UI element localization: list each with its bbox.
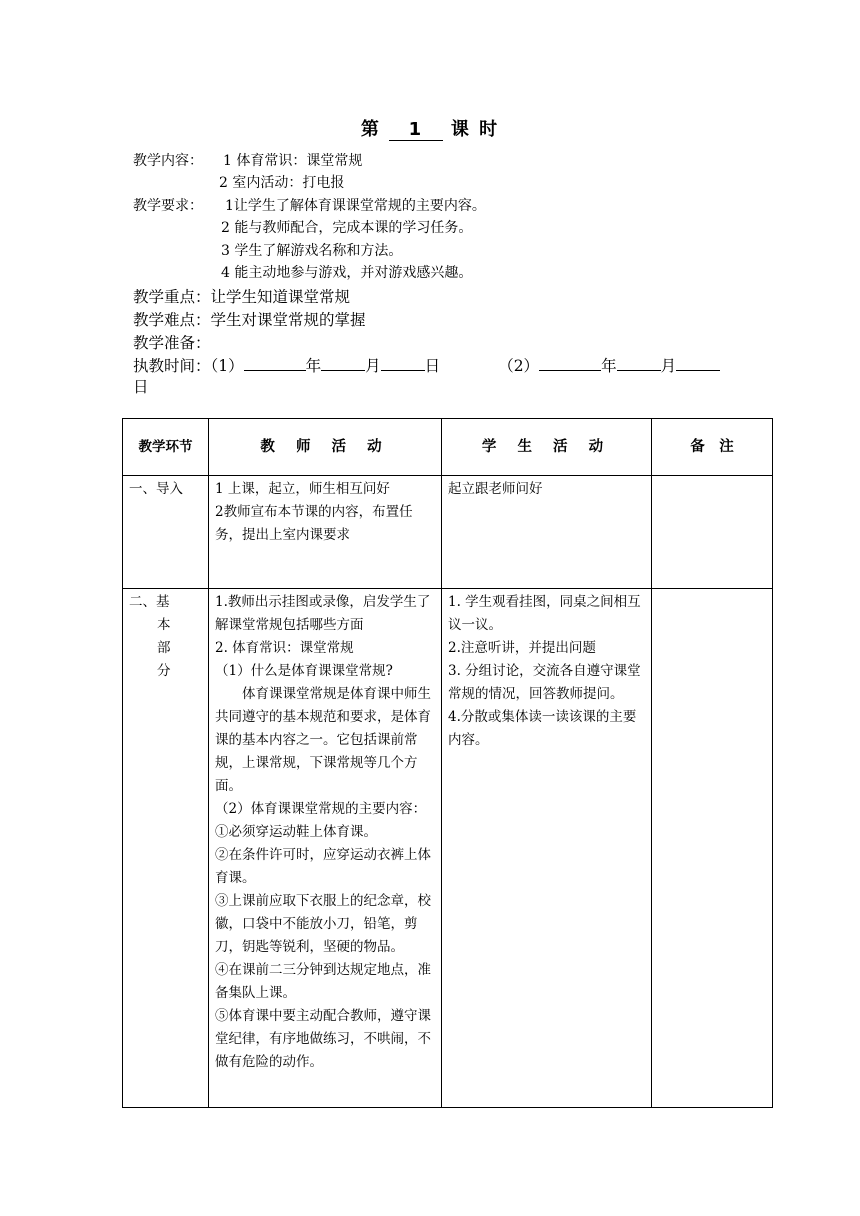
time-2-day-blank[interactable] [676, 354, 720, 371]
student-cell-main [442, 589, 652, 1108]
stage-main-line: 部 [157, 640, 171, 656]
time-row [133, 354, 720, 377]
stage-main-line: 二、基 [129, 594, 170, 610]
header-teacher: 教 师 活 动 [209, 419, 442, 476]
student-main-line: 4.分散或集体读一读该课的主要内容。 [448, 709, 637, 748]
header-stage: 教学环节 [123, 419, 209, 476]
table-header-row [123, 419, 773, 476]
time-1-year-blank[interactable] [244, 354, 306, 371]
requirements-row-1 [133, 195, 486, 217]
time-1-month-blank[interactable] [321, 354, 365, 371]
requirement-item-3: 3 学生了解游戏名称和方法。 [221, 243, 403, 259]
teacher-main-line: 1.教师出示挂图或录像，启发学生了解课堂常规包括哪些方面 [215, 594, 431, 633]
student-main-line: 1. 学生观看挂图，同桌之间相互议一议。 [448, 594, 641, 633]
table-row-intro [123, 476, 773, 589]
prep-label: 教学准备： [133, 334, 211, 352]
teacher-main-line: （1）什么是体育课课堂常规? [215, 663, 393, 679]
header-notes: 备 注 [652, 419, 773, 476]
stage-cell-main [123, 589, 209, 1108]
stage-cell-intro [123, 476, 209, 589]
lesson-table [122, 418, 773, 1108]
note-cell-main [652, 589, 773, 1108]
time-2-month-blank[interactable] [617, 354, 661, 371]
student-intro-line: 起立跟老师问好 [448, 481, 543, 497]
prep-row [133, 332, 211, 354]
header-student: 学 生 活 动 [442, 419, 652, 476]
note-cell-intro [652, 476, 773, 589]
requirement-item-4: 4 能主动地参与游戏，并对游戏感兴趣。 [221, 265, 473, 281]
student-main-line: 2.注意听讲，并提出问题 [448, 640, 596, 656]
difficulty-text: 学生对课堂常规的掌握 [210, 311, 366, 329]
focus-text: 让学生知道课堂常规 [210, 288, 351, 306]
teacher-main-line: 体育课课堂常规是体育课中师生共同遵守的基本规范和要求，是体育课的基本内容之一。它包括课前常规，上课常规，下课常规等几个方面。 [215, 686, 431, 794]
difficulty-label: 教学难点： [133, 311, 211, 329]
time-2-month: 月 [660, 357, 677, 375]
lesson-number: 1 [389, 119, 443, 141]
time-2-year-blank[interactable] [539, 354, 601, 371]
teacher-intro-line: 2教师宣布本节课的内容，布置任务，提出上室内课要求 [215, 504, 413, 543]
requirement-item-2: 2 能与教师配合，完成本课的学习任务。 [221, 220, 473, 236]
teacher-main-line: 2. 体育常识：课堂常规 [215, 640, 354, 656]
teacher-main-line: ④在课前二三分钟到达规定地点，准备集队上课。 [215, 962, 431, 1001]
requirements-label: 教学要求： [133, 198, 203, 214]
teacher-cell-intro [209, 476, 442, 589]
time-2-label: （2） [498, 357, 540, 375]
content-row-1 [133, 150, 363, 172]
requirement-item-1: 1让学生了解体育课课堂常规的主要内容。 [225, 198, 486, 214]
teacher-main-line: ⑤体育课中要主动配合教师，遵守课堂纪律，有序地做练习，不哄闹，不做有危险的动作。 [215, 1008, 431, 1070]
stage-main-line: 分 [157, 663, 171, 679]
time-2-year: 年 [601, 357, 617, 375]
time-row-wrap [133, 376, 149, 398]
content-label: 教学内容： [133, 153, 203, 169]
lesson-title [0, 115, 860, 141]
focus-row [133, 286, 350, 308]
teacher-main-line: （2）体育课课堂常规的主要内容： [215, 801, 427, 817]
difficulty-row [133, 309, 366, 331]
time-1-month: 月 [365, 357, 381, 375]
student-main-line: 3. 分组讨论，交流各自遵守课堂常规的情况，回答教师提问。 [448, 663, 641, 702]
time-label: 执教时间： [133, 357, 211, 375]
content-item-2: 2 室内活动：打电报 [219, 175, 345, 191]
teacher-main-line: ①必须穿运动鞋上体育课。 [215, 824, 377, 840]
teacher-cell-main [209, 589, 442, 1108]
stage-intro: 一、导入 [129, 481, 183, 497]
teacher-main-line: ②在条件许可时，应穿运动衣裤上体育课。 [215, 847, 431, 886]
time-1-label: （1） [210, 357, 244, 375]
stage-main-line: 本 [157, 617, 171, 633]
student-cell-intro [442, 476, 652, 589]
table-row-main [123, 589, 773, 1108]
time-2-day: 日 [133, 378, 149, 396]
time-1-day: 日 [424, 357, 441, 375]
content-item-1: 1 体育常识：课堂常规 [223, 153, 363, 169]
teacher-intro-line: 1 上课，起立，师生相互问好 [215, 481, 390, 497]
teacher-main-line: ③上课前应取下衣服上的纪念章，校徽，口袋中不能放小刀，铅笔，剪刀，钥匙等锐利，坚硬的物品。 [215, 893, 431, 955]
title-suffix: 课 时 [450, 119, 500, 140]
time-1-year: 年 [305, 357, 322, 375]
time-1-day-blank[interactable] [381, 354, 425, 371]
title-prefix: 第 [360, 119, 381, 140]
focus-label: 教学重点： [133, 288, 211, 306]
